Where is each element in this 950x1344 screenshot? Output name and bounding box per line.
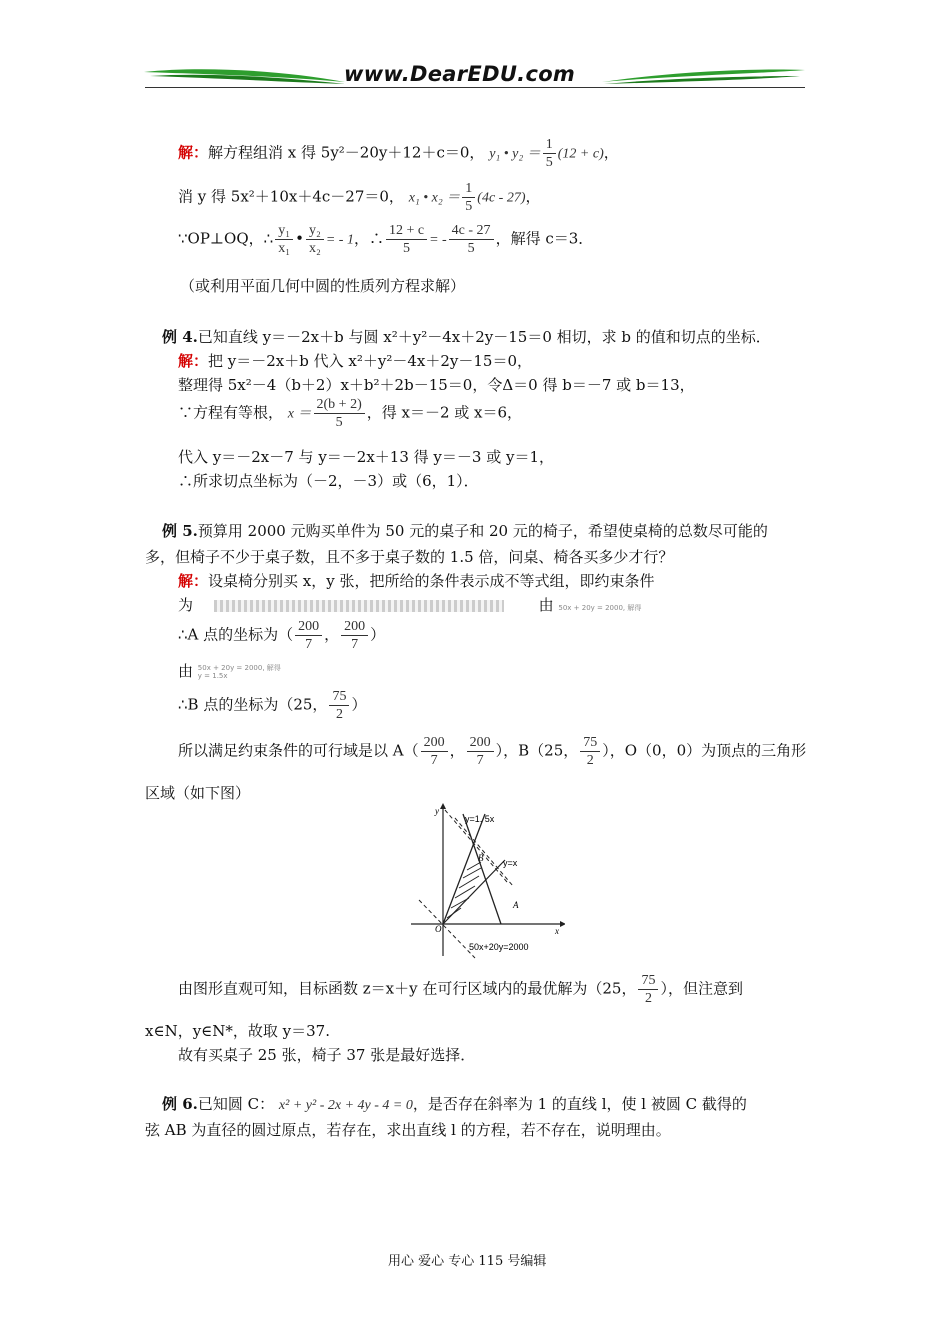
ex5-l6a: 所以满足约束条件的可行域是以 A（ [178, 741, 419, 760]
sol3-l1-frac [543, 136, 556, 171]
ex5-line3 [178, 618, 385, 653]
ex4-label: 例 4. [162, 328, 198, 346]
label-B: B [478, 853, 484, 863]
sol3-l3b: ，∴ [353, 229, 384, 248]
frac-num: y₂ [306, 222, 324, 240]
ex6-q1a: 已知圆 C： [197, 1095, 275, 1113]
ex5-l2tiny: 50x + 20y = 2000, 解得 [558, 604, 642, 612]
ex5-l5-frac [329, 688, 349, 723]
sol3-l2-frac [462, 180, 475, 215]
ex5-line7: 区域（如下图） [145, 784, 251, 802]
ex4-line5: ∴所求切点坐标为（－2，－3）或（6，1）． [178, 472, 479, 490]
header-rule [145, 87, 805, 88]
dot: • [295, 229, 304, 248]
frac-den: 5 [403, 241, 410, 256]
frac-den: x₂ [308, 241, 321, 256]
frac-num: 200 [295, 618, 322, 636]
frac-den: x₁ [278, 241, 291, 256]
frac-den: 5 [467, 241, 475, 256]
ex5-l6-frac1 [421, 734, 448, 769]
ex5-l8e: ），但注意到 [660, 979, 743, 998]
ex5-l4tiny2: y = 1.5x [197, 672, 228, 680]
ex5-line5 [178, 688, 366, 723]
ex5-label: 例 5. [162, 522, 198, 540]
sol3-l3eq: = - 1 [325, 232, 354, 248]
sol3-l1m: y₁ • y₂ ＝ [489, 146, 541, 162]
label-y15x: y=1. 5x [465, 814, 495, 824]
ex5-q2: 多，但椅子不少于桌子数，且不多于桌子数的 1.5 倍，问桌、椅各买多少才行？ [145, 548, 674, 566]
ex5-q1-text: 预算用 2000 元购买单件为 50 元的桌子和 20 元的椅子，希望使桌椅的总数尽可能的 [197, 522, 768, 540]
sol3-l3a: ∵OP⊥OQ，∴ [178, 229, 274, 248]
comma: ， [449, 741, 465, 760]
ex4-l3-frac [314, 396, 365, 431]
header-swoosh-left [140, 60, 350, 90]
frac-den: 7 [430, 753, 438, 768]
ex5-l5e: ） [351, 695, 367, 714]
sol3-line2 [178, 180, 541, 215]
ex5-line1 [178, 570, 655, 591]
ex5-l3a: ∴A 点的坐标为（ [178, 625, 294, 644]
sol3-line4: （或利用平面几何中圆的性质列方程求解） [180, 277, 466, 295]
ex5-l4tiny1: 50x + 20y = 2000, 解得 [197, 664, 281, 672]
comma: ， [324, 625, 340, 644]
ex5-line2 [178, 594, 641, 615]
label-y-axis: y [435, 806, 439, 816]
ex5-line4 [178, 660, 281, 681]
ex4-q: 已知直线 y＝－2x＋b 与圆 x²＋y²－4x＋2y－15＝0 相切，求 b 的值和切点的坐标． [197, 328, 771, 346]
frac-den: 5 [545, 155, 553, 170]
sol3-l3-frac3 [386, 222, 427, 257]
sol3-l2m: x₁ • x₂ ＝ [408, 190, 461, 206]
sol3-l3eq2: = - [429, 232, 447, 248]
ex4-l3b: ，得 x＝－2 或 x＝6， [366, 403, 523, 422]
ex5-line9: x∈N，y∈N*，故取 y＝37. [145, 1022, 330, 1040]
frac-den: 5 [335, 415, 343, 430]
frac-num: 200 [341, 618, 368, 636]
header-swoosh-right [600, 60, 810, 90]
ex5-l6-frac3 [580, 734, 600, 769]
frac-num: 75 [638, 972, 658, 990]
frac-den: 2 [335, 707, 343, 722]
sol3-l3-frac4 [449, 222, 494, 257]
sol3-line1 [178, 136, 619, 171]
sol3-l2a: 消 y 得 5x²＋10x＋4c－27＝0， [178, 187, 404, 206]
ex5-line8 [178, 972, 743, 1007]
ex5-l8-frac [638, 972, 658, 1007]
sol3-line3 [178, 222, 593, 257]
frac-den: 5 [465, 199, 473, 214]
ex6-q1b: ，是否存在斜率为 1 的直线 l，使 l 被圆 C 截得的 [412, 1095, 747, 1113]
ex5-l6-frac2 [467, 734, 494, 769]
label-yx: y=x [503, 858, 518, 868]
sol3-l2end: ， [525, 187, 541, 206]
frac-num: 12 + c [386, 222, 427, 240]
frac-num: y₁ [275, 222, 293, 240]
sol3-l3-frac2 [306, 222, 324, 257]
frac-den: 7 [305, 637, 313, 652]
sol3-l1a: 解方程组消 x 得 5y²－20y＋12＋c＝0， [208, 143, 485, 162]
sol3-jie: 解： [178, 143, 209, 162]
sol3-l2t: (4c - 27) [477, 190, 526, 206]
frac-num: 4c - 27 [449, 222, 494, 240]
sol3-l3-frac1 [275, 222, 293, 257]
ex4-jie: 解： [178, 352, 209, 370]
ex5-line10: 故有买桌子 25 张，椅子 37 张是最好选择． [178, 1046, 476, 1064]
ex4-l1: 把 y＝－2x＋b 代入 x²＋y²－4x＋2y－15＝0， [208, 352, 533, 370]
ex6-q2: 弦 AB 为直径的圆过原点，若存在，求出直线 l 的方程，若不存在，说明理由。 [145, 1121, 671, 1139]
ex4-l3a: ∵方程有等根， [178, 403, 284, 422]
frac-num: 200 [467, 734, 494, 752]
ex5-l6e: ），O（0，0）为顶点的三角形 [602, 741, 807, 760]
sol3-l1t: (12 + c) [557, 146, 604, 162]
sol3-l3c: ，解得 c＝3． [495, 229, 594, 248]
frac-den: 2 [586, 753, 594, 768]
ex5-l3e: ） [370, 625, 386, 644]
ex5-jie: 解： [178, 572, 209, 590]
ex4-line4: 代入 y＝－2x－7 与 y＝－2x＋13 得 y＝－3 或 y＝1， [178, 448, 554, 466]
frac-den: 2 [644, 991, 652, 1006]
constraint-system-image [214, 600, 504, 612]
ex5-l2b: 由 [538, 596, 554, 614]
ex5-line6 [178, 734, 806, 769]
ex4-line1 [178, 350, 532, 371]
frac-num: 2(b + 2) [314, 396, 365, 414]
label-x-axis: x [555, 926, 559, 936]
label-50x20y: 50x+20y=2000 [469, 942, 529, 952]
ex5-l5a: ∴B 点的坐标为（25， [178, 695, 328, 714]
ex6-equation: x² + y² - 2x + 4y - 4 = 0 [278, 1098, 413, 1113]
frac-num: 1 [543, 136, 556, 154]
ex4-l3x: x ＝ [287, 406, 312, 422]
feasible-region-graph [405, 800, 565, 962]
ex4-line3 [178, 396, 522, 431]
ex4-question [162, 326, 771, 347]
ex4-line2: 整理得 5x²－4（b＋2）x＋b²＋2b－15＝0，令Δ＝0 得 b＝－7 或 b＝13， [178, 376, 695, 394]
ex5-l3-frac1 [295, 618, 322, 653]
label-origin: O [435, 924, 442, 934]
frac-num: 75 [329, 688, 349, 706]
frac-num: 75 [580, 734, 600, 752]
ex5-l8a: 由图形直观可知，目标函数 z＝x＋y 在可行区域内的最优解为（25， [178, 979, 637, 998]
ex5-l1: 设桌椅分别买 x，y 张，把所给的条件表示成不等式组，即约束条件 [208, 572, 655, 590]
objective-dashed-3 [419, 900, 475, 958]
ex5-l6b: ），B（25， [495, 741, 579, 760]
frac-den: 7 [351, 637, 359, 652]
page-footer: 用心 爱心 专心 115 号编辑 [388, 1254, 547, 1269]
ex5-q1 [162, 520, 768, 541]
sol3-l1end: ， [603, 143, 619, 162]
ex6-q1 [162, 1093, 747, 1114]
ex5-l4a: 由 [178, 662, 194, 680]
ex6-label: 例 6. [162, 1095, 198, 1113]
label-A: A [513, 900, 519, 910]
frac-num: 1 [462, 180, 475, 198]
frac-den: 7 [476, 753, 484, 768]
frac-num: 200 [421, 734, 448, 752]
ex5-l3-frac2 [341, 618, 368, 653]
ex5-l2a: 为 [178, 596, 194, 614]
site-logo[interactable]: www.DearEDU.com [344, 62, 576, 86]
